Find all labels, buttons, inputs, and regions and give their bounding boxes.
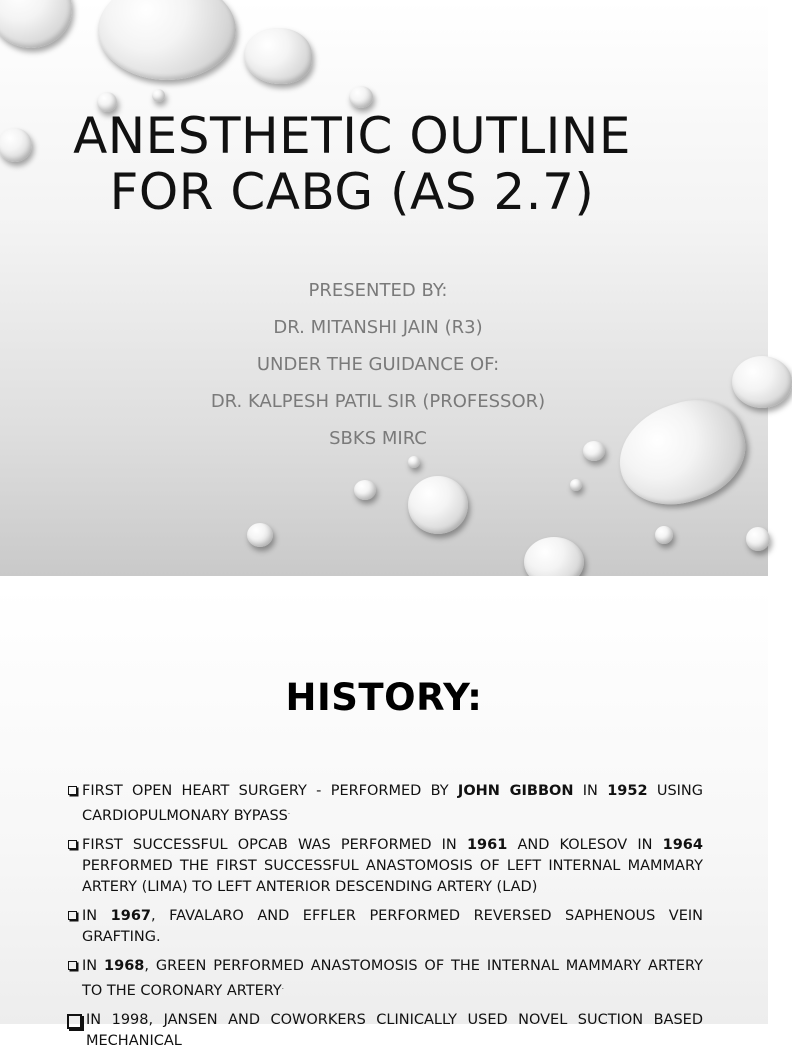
bullet-text: IN: [82, 907, 111, 924]
water-droplet: [408, 476, 468, 534]
bullet-text: IN 1998, JANSEN AND COWORKERS CLINICALLY USED NOVEL SUCTION BASED MECHANICAL: [86, 1011, 703, 1049]
checkbox-bullet-icon: [68, 840, 77, 849]
water-droplet: [354, 480, 376, 500]
water-droplet: [655, 526, 673, 544]
guide-name: DR. KALPESH PATIL SIR (PROFESSOR): [210, 391, 546, 412]
title-line-2: FOR CABG (AS 2.7): [109, 163, 595, 221]
water-droplet: [570, 479, 582, 491]
bullet-text: 1968: [104, 957, 145, 974]
bullet-text: IN: [82, 957, 105, 974]
water-droplet: [244, 28, 312, 84]
bullet-text: 1967: [110, 907, 151, 924]
checkbox-bullet-icon: [68, 786, 77, 795]
water-droplet: [349, 86, 373, 108]
history-bullet: [66, 906, 703, 948]
title-line-1: ANESTHETIC OUTLINE: [73, 107, 631, 165]
slide-title: [0, 108, 704, 220]
history-bullet-list: [66, 781, 703, 1060]
presented-by-label: PRESENTED BY:: [308, 280, 448, 301]
history-bullet: [66, 835, 703, 898]
checkbox-bullet-icon: [68, 911, 77, 920]
water-droplet: [0, 0, 72, 48]
bullet-text: FIRST OPEN HEART SURGERY - PERFORMED BY: [82, 783, 458, 799]
bullet-text: 1961: [466, 836, 508, 853]
footnote-mark: .: [287, 808, 291, 816]
institution-name: SBKS MIRC: [329, 428, 427, 449]
guidance-label: UNDER THE GUIDANCE OF:: [256, 354, 500, 375]
water-droplet: [247, 523, 273, 547]
history-slide: [0, 586, 768, 1049]
bullet-text: JOHN GIBBON: [457, 783, 574, 799]
footnote-mark: .: [281, 982, 285, 991]
bullet-text: PERFORMED THE FIRST SUCCESSFUL ANASTOMOSIS OF LEFT INTERNAL MAMMARY ARTERY (LIMA) TO LEFT ANTERIOR DESCENDING ARTERY (LAD): [82, 857, 703, 895]
water-droplet: [98, 0, 236, 80]
slide-separator: [0, 576, 768, 586]
history-heading: HISTORY:: [285, 676, 483, 719]
presenter-name: DR. MITANSHI JAIN (R3): [273, 317, 483, 338]
bullet-text: AND KOLESOV IN: [507, 836, 663, 853]
bullet-text: 1952: [607, 783, 648, 799]
bullet-text: IN: [573, 783, 608, 799]
checkbox-bullet-icon: [67, 1014, 82, 1029]
bullet-text: , FAVALARO AND EFFLER PERFORMED REVERSED SAPHENOUS VEIN GRAFTING.: [82, 907, 704, 945]
bullet-text: , GREEN PERFORMED ANASTOMOSIS OF THE INTERNAL MAMMARY ARTERY TO THE CORONARY ARTERY: [82, 957, 704, 999]
bullet-text: 1964: [662, 836, 703, 853]
water-droplet: [746, 527, 770, 551]
history-bullet: [66, 781, 703, 827]
subtitle-block: [0, 278, 756, 463]
bullet-text: FIRST SUCCESSFUL OPCAB WAS PERFORMED IN: [82, 836, 467, 853]
bullet-text: USING CARDIOPULMONARY BYPASS: [82, 783, 704, 824]
water-droplet: [152, 89, 165, 102]
history-bullet: [66, 956, 703, 1002]
history-bullet: [66, 1010, 703, 1052]
checkbox-bullet-icon: [68, 961, 77, 970]
